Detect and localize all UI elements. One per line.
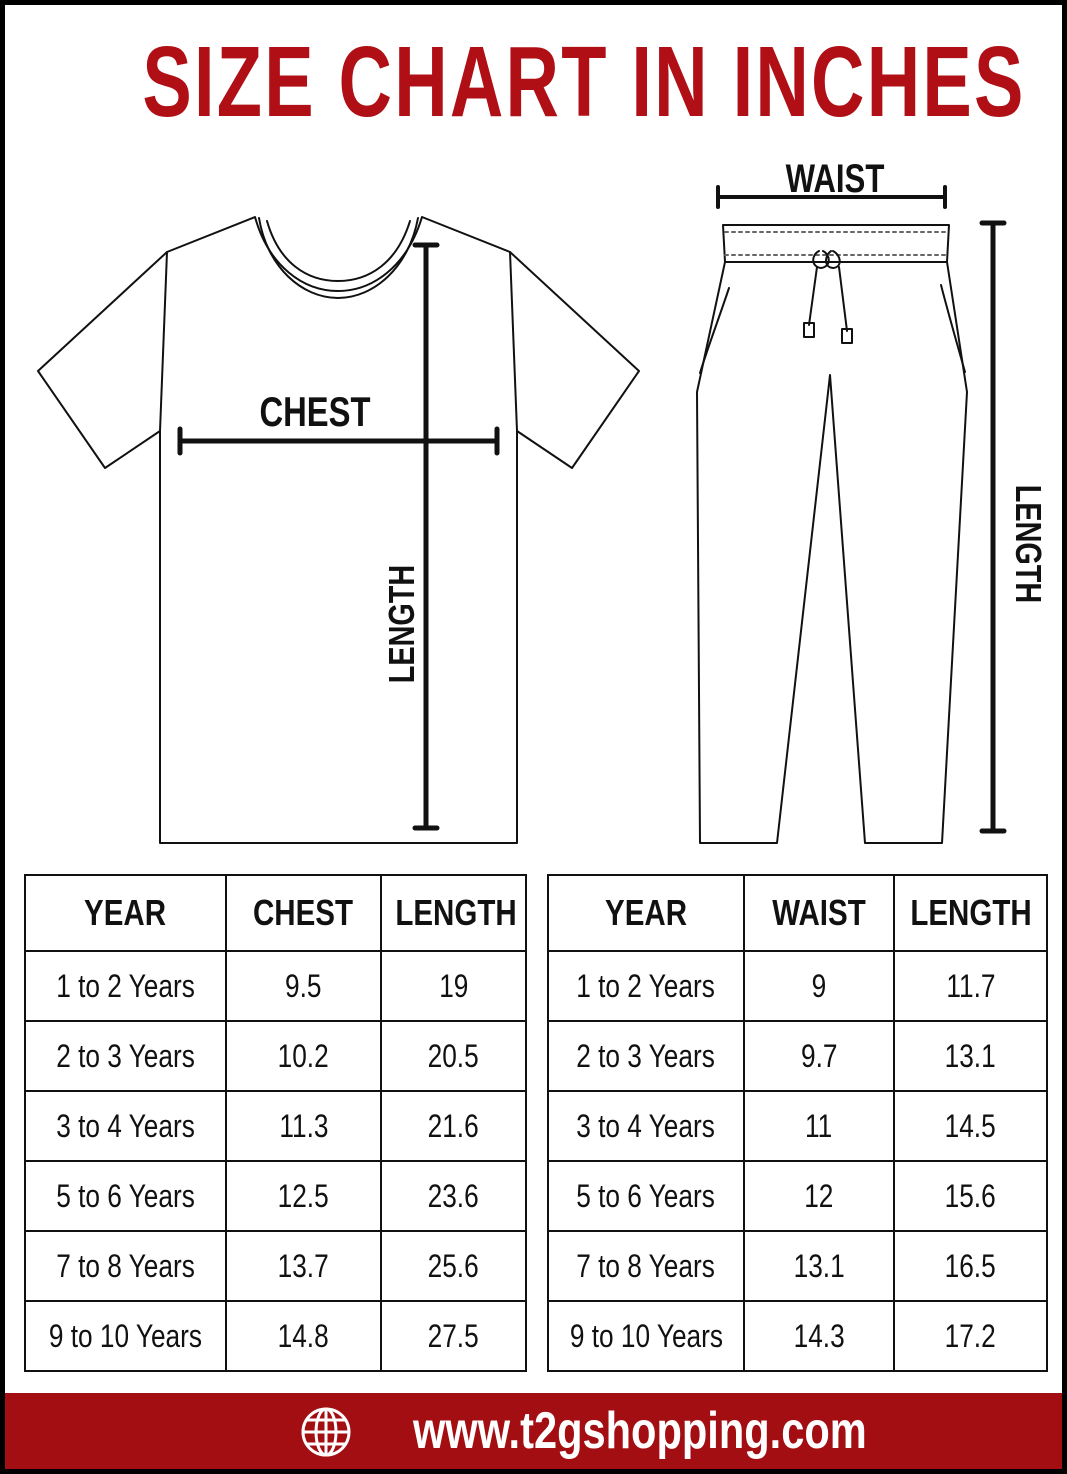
chest-label: CHEST <box>259 388 371 435</box>
table-row: 2 to 3 Years 9.7 13.1 <box>548 1021 1047 1091</box>
table-row: 5 to 6 Years 12 15.6 <box>548 1161 1047 1231</box>
table-row: 5 to 6 Years 12.5 23.6 <box>25 1161 526 1231</box>
header-cell: YEAR <box>548 875 744 951</box>
table-row: 7 to 8 Years 13.7 25.6 <box>25 1231 526 1301</box>
header-cell: LENGTH <box>894 875 1047 951</box>
table-row: 3 to 4 Years 11.3 21.6 <box>25 1091 526 1161</box>
shirt-length-label: LENGTH <box>381 564 422 684</box>
waist-label: WAIST <box>785 157 885 201</box>
table-row: 7 to 8 Years 13.1 16.5 <box>548 1231 1047 1301</box>
table-header-row <box>548 875 1047 951</box>
header-cell: LENGTH <box>381 875 526 951</box>
website-link[interactable]: www.t2gshopping.com <box>413 1402 867 1460</box>
shirt-size-table <box>24 874 527 1372</box>
table-row: 3 to 4 Years 11 14.5 <box>548 1091 1047 1161</box>
globe-icon <box>299 1405 353 1459</box>
pants-illustration <box>697 225 967 843</box>
garment-diagram <box>5 5 1062 865</box>
table-row: 9 to 10 Years 14.3 17.2 <box>548 1301 1047 1371</box>
pants-length-label: LENGTH <box>1008 484 1049 604</box>
size-chart-page <box>5 5 1062 1469</box>
tshirt-illustration <box>38 217 639 843</box>
pants-length-measure-line <box>982 223 1004 831</box>
table-row: 1 to 2 Years 9 11.7 <box>548 951 1047 1021</box>
pants-size-table <box>547 874 1048 1372</box>
header-cell: CHEST <box>226 875 381 951</box>
header-cell: WAIST <box>744 875 894 951</box>
table-row: 9 to 10 Years 14.8 27.5 <box>25 1301 526 1371</box>
page-title: SIZE CHART IN INCHES <box>142 26 1026 138</box>
table-row: 1 to 2 Years 9.5 19 <box>25 951 526 1021</box>
header-cell: YEAR <box>25 875 226 951</box>
shirt-length-measure-line <box>415 245 437 828</box>
table-header-row <box>25 875 526 951</box>
table-row: 2 to 3 Years 10.2 20.5 <box>25 1021 526 1091</box>
footer-bar <box>5 1393 1062 1469</box>
